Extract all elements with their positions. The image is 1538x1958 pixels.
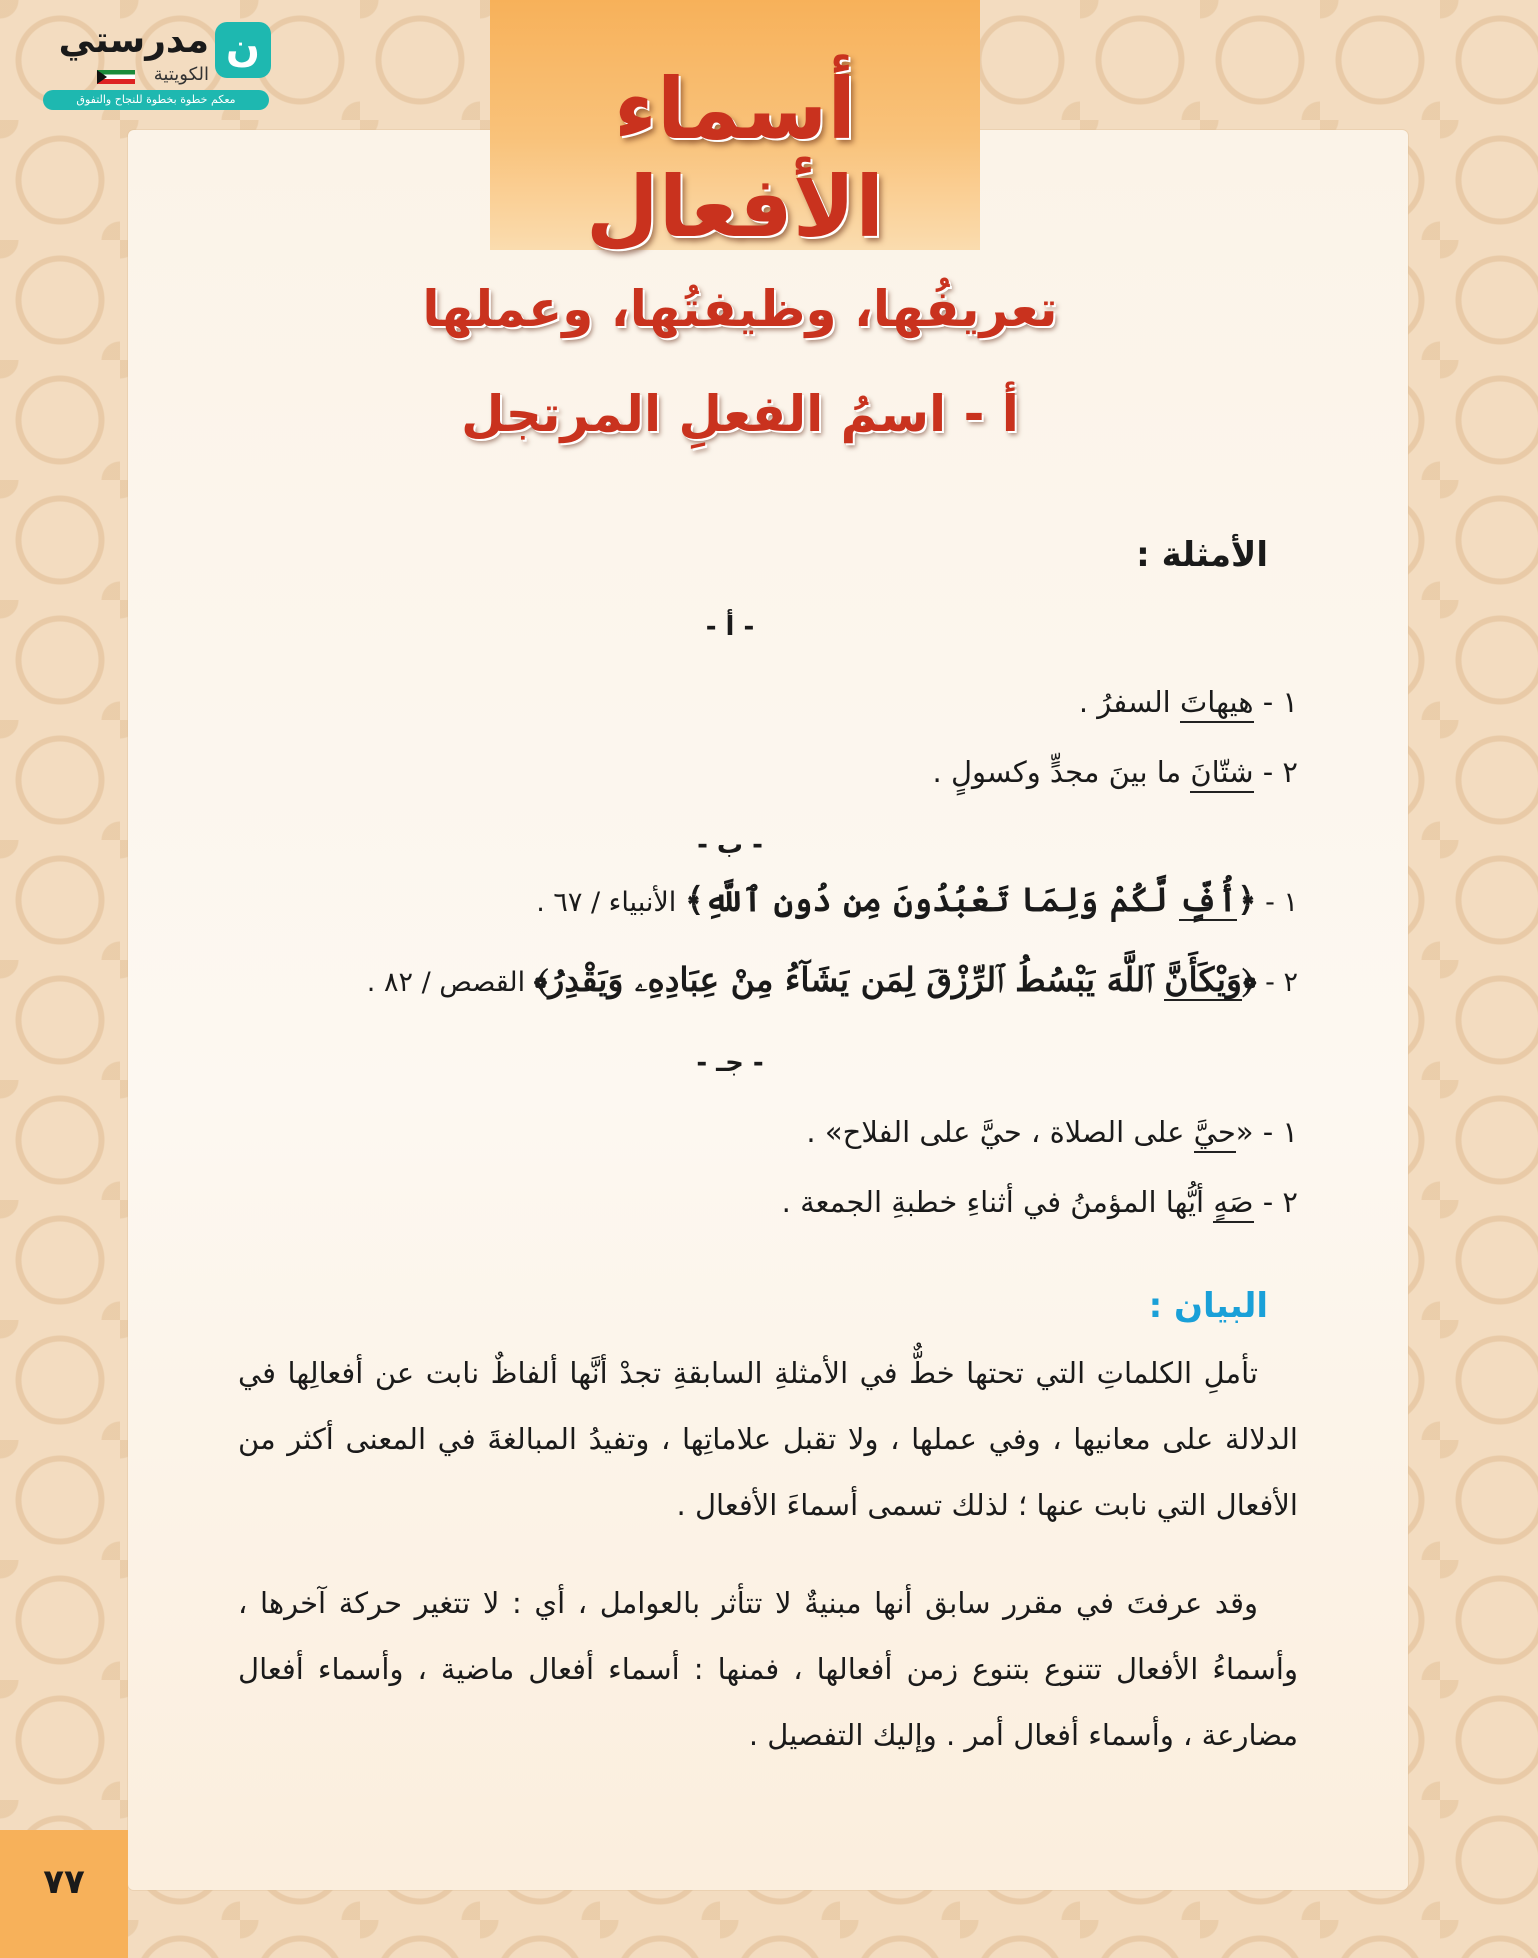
quran-verse: لَّكُمْ وَلِمَا تَعْبُدُونَ مِن دُونِ ٱللَّهِ xyxy=(704,880,1180,919)
subtitle-definition: تعريفُها، وظيفتُها، وعملها xyxy=(422,280,1058,338)
example-number: ٢ - xyxy=(1253,755,1298,789)
group-c-label: - جـ - xyxy=(696,1048,764,1078)
example-number: ٢ - xyxy=(1256,967,1298,998)
example-number: ١ - xyxy=(1253,685,1298,719)
logo-country: الكويتية xyxy=(153,64,209,85)
verse-reference: القصص / ٨٢ . xyxy=(366,967,534,998)
examples-heading: الأمثلة : xyxy=(1136,535,1268,575)
page-title: أسماء الأفعال xyxy=(585,60,885,256)
underlined-word: شتّانَ xyxy=(1190,755,1253,793)
underlined-word: حيَّ xyxy=(1194,1115,1236,1153)
example-c2 xyxy=(782,1185,1298,1219)
page-number: ٧٧ xyxy=(43,1862,85,1902)
example-b1 xyxy=(536,880,1298,919)
quran-bracket-close: ﴾ xyxy=(684,880,705,919)
kuwait-flag-icon xyxy=(97,70,135,84)
underlined-word: صَهٍ xyxy=(1213,1185,1253,1223)
example-text: أيُّها المؤمنُ في أثناءِ خطبةِ الجمعة . xyxy=(781,1185,1214,1219)
example-number: ١ - xyxy=(1256,887,1298,918)
group-a-label: - أ - xyxy=(705,612,755,642)
example-text: ما بينَ مجدٍّ وكسولٍ . xyxy=(932,755,1191,789)
verse-reference: الأنبياء / ٦٧ . xyxy=(536,887,685,918)
quran-bracket-close: ﴾ xyxy=(533,960,549,999)
quran-verse: ٱللَّهَ يَبْسُطُ ٱلرِّزْقَ لِمَن يَشَآءُ مِنْ عِبَادِهِۦ وَيَقْدِرُ xyxy=(548,960,1165,999)
example-a2 xyxy=(933,755,1298,789)
site-logo[interactable] xyxy=(35,20,275,112)
underlined-word: هيهاتَ xyxy=(1180,685,1254,723)
example-a1 xyxy=(1079,685,1298,719)
example-b2 xyxy=(367,960,1298,1000)
underlined-word: أُفٍّ xyxy=(1179,880,1238,919)
example-text: السفرُ . xyxy=(1078,685,1180,719)
logo-book-icon: ن xyxy=(215,22,271,78)
example-number: ٢ - xyxy=(1253,1185,1298,1219)
group-b-label: - ب - xyxy=(697,830,763,860)
logo-tagline: معكم خطوة بخطوة للنجاح والتفوق xyxy=(43,90,269,110)
quote-mark: « xyxy=(1235,1115,1254,1149)
explanation-paragraph-1: تأملِ الكلماتِ التي تحتها خطٌّ في الأمثلةِ السابقةِ تجدْ أنَّها ألفاظٌ نابت عن أفعالِها في الدلالة على معانيها ، وفي عملها ، ولا تقبل علاماتِها ، وتفيدُ المبالغةَ في المعنى أكثر من الأفعال التي نابت عنها ؛ لذلك تسمى أسماءَ الأفعال . xyxy=(238,1356,1298,1522)
example-text: على الصلاة ، حيَّ على الفلاح» . xyxy=(806,1115,1194,1149)
explanation-heading: البيان : xyxy=(1148,1286,1268,1326)
explanation-paragraph-2: وقد عرفتَ في مقرر سابق أنها مبنيةٌ لا تتأثر بالعوامل ، أي : لا تتغير حركة آخرها ، وأسماءُ الأفعال تتنوع بتنوع زمن أفعالها ، فمنها : أسماء أفعال ماضية ، وأسماء أفعال مضارعة ، وأسماء أفعال أمر . وإليك التفصيل . xyxy=(238,1586,1298,1752)
subtitle-section: أ - اسمُ الفعلِ المرتجل xyxy=(461,385,1019,443)
quran-bracket-open: ﴿ xyxy=(1241,960,1257,999)
logo-name: مدرستي xyxy=(58,20,209,61)
quran-bracket-open: ﴿ xyxy=(1237,880,1257,919)
example-c1 xyxy=(806,1115,1298,1149)
example-number: ١ - xyxy=(1253,1115,1298,1149)
underlined-word: وَيْكَأَنَّ xyxy=(1164,960,1242,999)
